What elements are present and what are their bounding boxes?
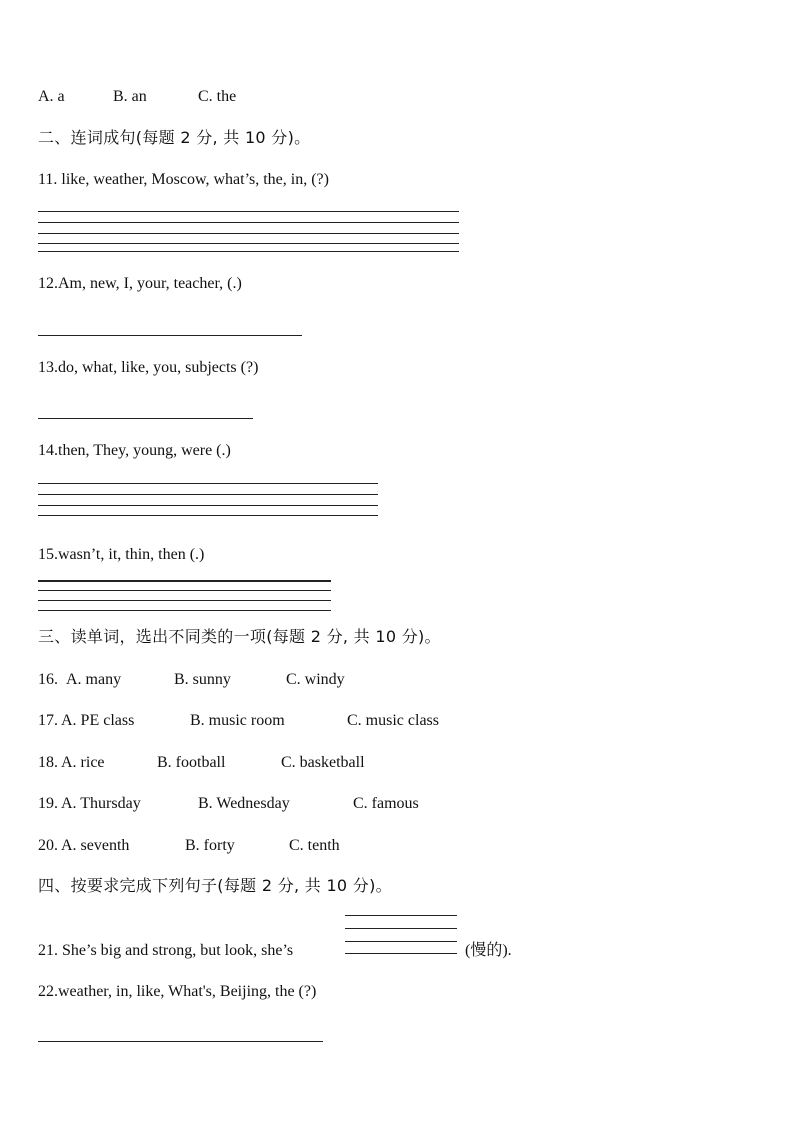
answer-line[interactable]	[38, 580, 331, 582]
q13-prompt: 13.do, what, like, you, subjects (?)	[38, 359, 259, 376]
q15-prompt: 15.wasn’t, it, thin, then (.)	[38, 546, 205, 563]
q20-option-b: B. forty	[185, 837, 235, 854]
q11-prompt: 11. like, weather, Moscow, what’s, the, in, (?)	[38, 171, 329, 188]
answer-line[interactable]	[38, 590, 331, 591]
q18-option-a: A. rice	[61, 754, 105, 771]
q17-option-c: C. music class	[347, 712, 439, 729]
q19-number: 19.	[38, 795, 58, 812]
q18-option-b: B. football	[157, 754, 226, 771]
answer-line[interactable]	[345, 941, 457, 942]
q17-number: 17.	[38, 712, 58, 729]
answer-line[interactable]	[38, 251, 459, 252]
section4-heading: 四、按要求完成下列句子(每题 2 分, 共 10 分)。	[38, 876, 392, 895]
q16-option-b: B. sunny	[174, 671, 231, 688]
section3-heading: 三、读单词，选出不同类的一项(每题 2 分, 共 10 分)。	[38, 627, 441, 646]
q19-option-b: B. Wednesday	[198, 795, 290, 812]
answer-line[interactable]	[38, 211, 459, 212]
q18-number: 18.	[38, 754, 58, 771]
q16-option-c: C. windy	[286, 671, 345, 688]
q19-option-c: C. famous	[353, 795, 419, 812]
q19-option-a: A. Thursday	[61, 795, 141, 812]
q18-option-c: C. basketball	[281, 754, 365, 771]
section2-heading: 二、连词成句(每题 2 分, 共 10 分)。	[38, 128, 311, 147]
q16-number: 16.	[38, 671, 58, 688]
answer-line[interactable]	[345, 953, 457, 954]
answer-line[interactable]	[38, 515, 378, 516]
answer-line[interactable]	[38, 600, 331, 601]
answer-line[interactable]	[38, 494, 378, 495]
q10-option-b: B. an	[113, 88, 147, 105]
q12-answer-line[interactable]	[38, 335, 302, 336]
q22-prompt: 22.weather, in, like, What's, Beijing, the (?)	[38, 983, 317, 1000]
q22-answer-line[interactable]	[38, 1041, 323, 1042]
q20-option-c: C. tenth	[289, 837, 340, 854]
q12-prompt: 12.Am, new, I, your, teacher, (.)	[38, 275, 242, 292]
q21-prompt: 21. She’s big and strong, but look, she’s	[38, 942, 294, 959]
answer-line[interactable]	[345, 915, 457, 916]
q10-option-c: C. the	[198, 88, 237, 105]
answer-line[interactable]	[38, 505, 378, 506]
q17-option-a: A. PE class	[61, 712, 135, 729]
answer-line[interactable]	[345, 928, 457, 929]
answer-line[interactable]	[38, 243, 459, 244]
q10-option-a: A. a	[38, 88, 65, 105]
q20-option-a: A. seventh	[61, 837, 130, 854]
q17-option-b: B. music room	[190, 712, 285, 729]
answer-line[interactable]	[38, 610, 331, 611]
answer-line[interactable]	[38, 233, 459, 234]
answer-line[interactable]	[38, 222, 459, 223]
q20-number: 20.	[38, 837, 58, 854]
q13-answer-line[interactable]	[38, 418, 253, 419]
q14-prompt: 14.then, They, young, were (.)	[38, 442, 231, 459]
q16-option-a: A. many	[66, 671, 122, 688]
q21-hint: (慢的).	[465, 942, 512, 959]
answer-line[interactable]	[38, 483, 378, 484]
